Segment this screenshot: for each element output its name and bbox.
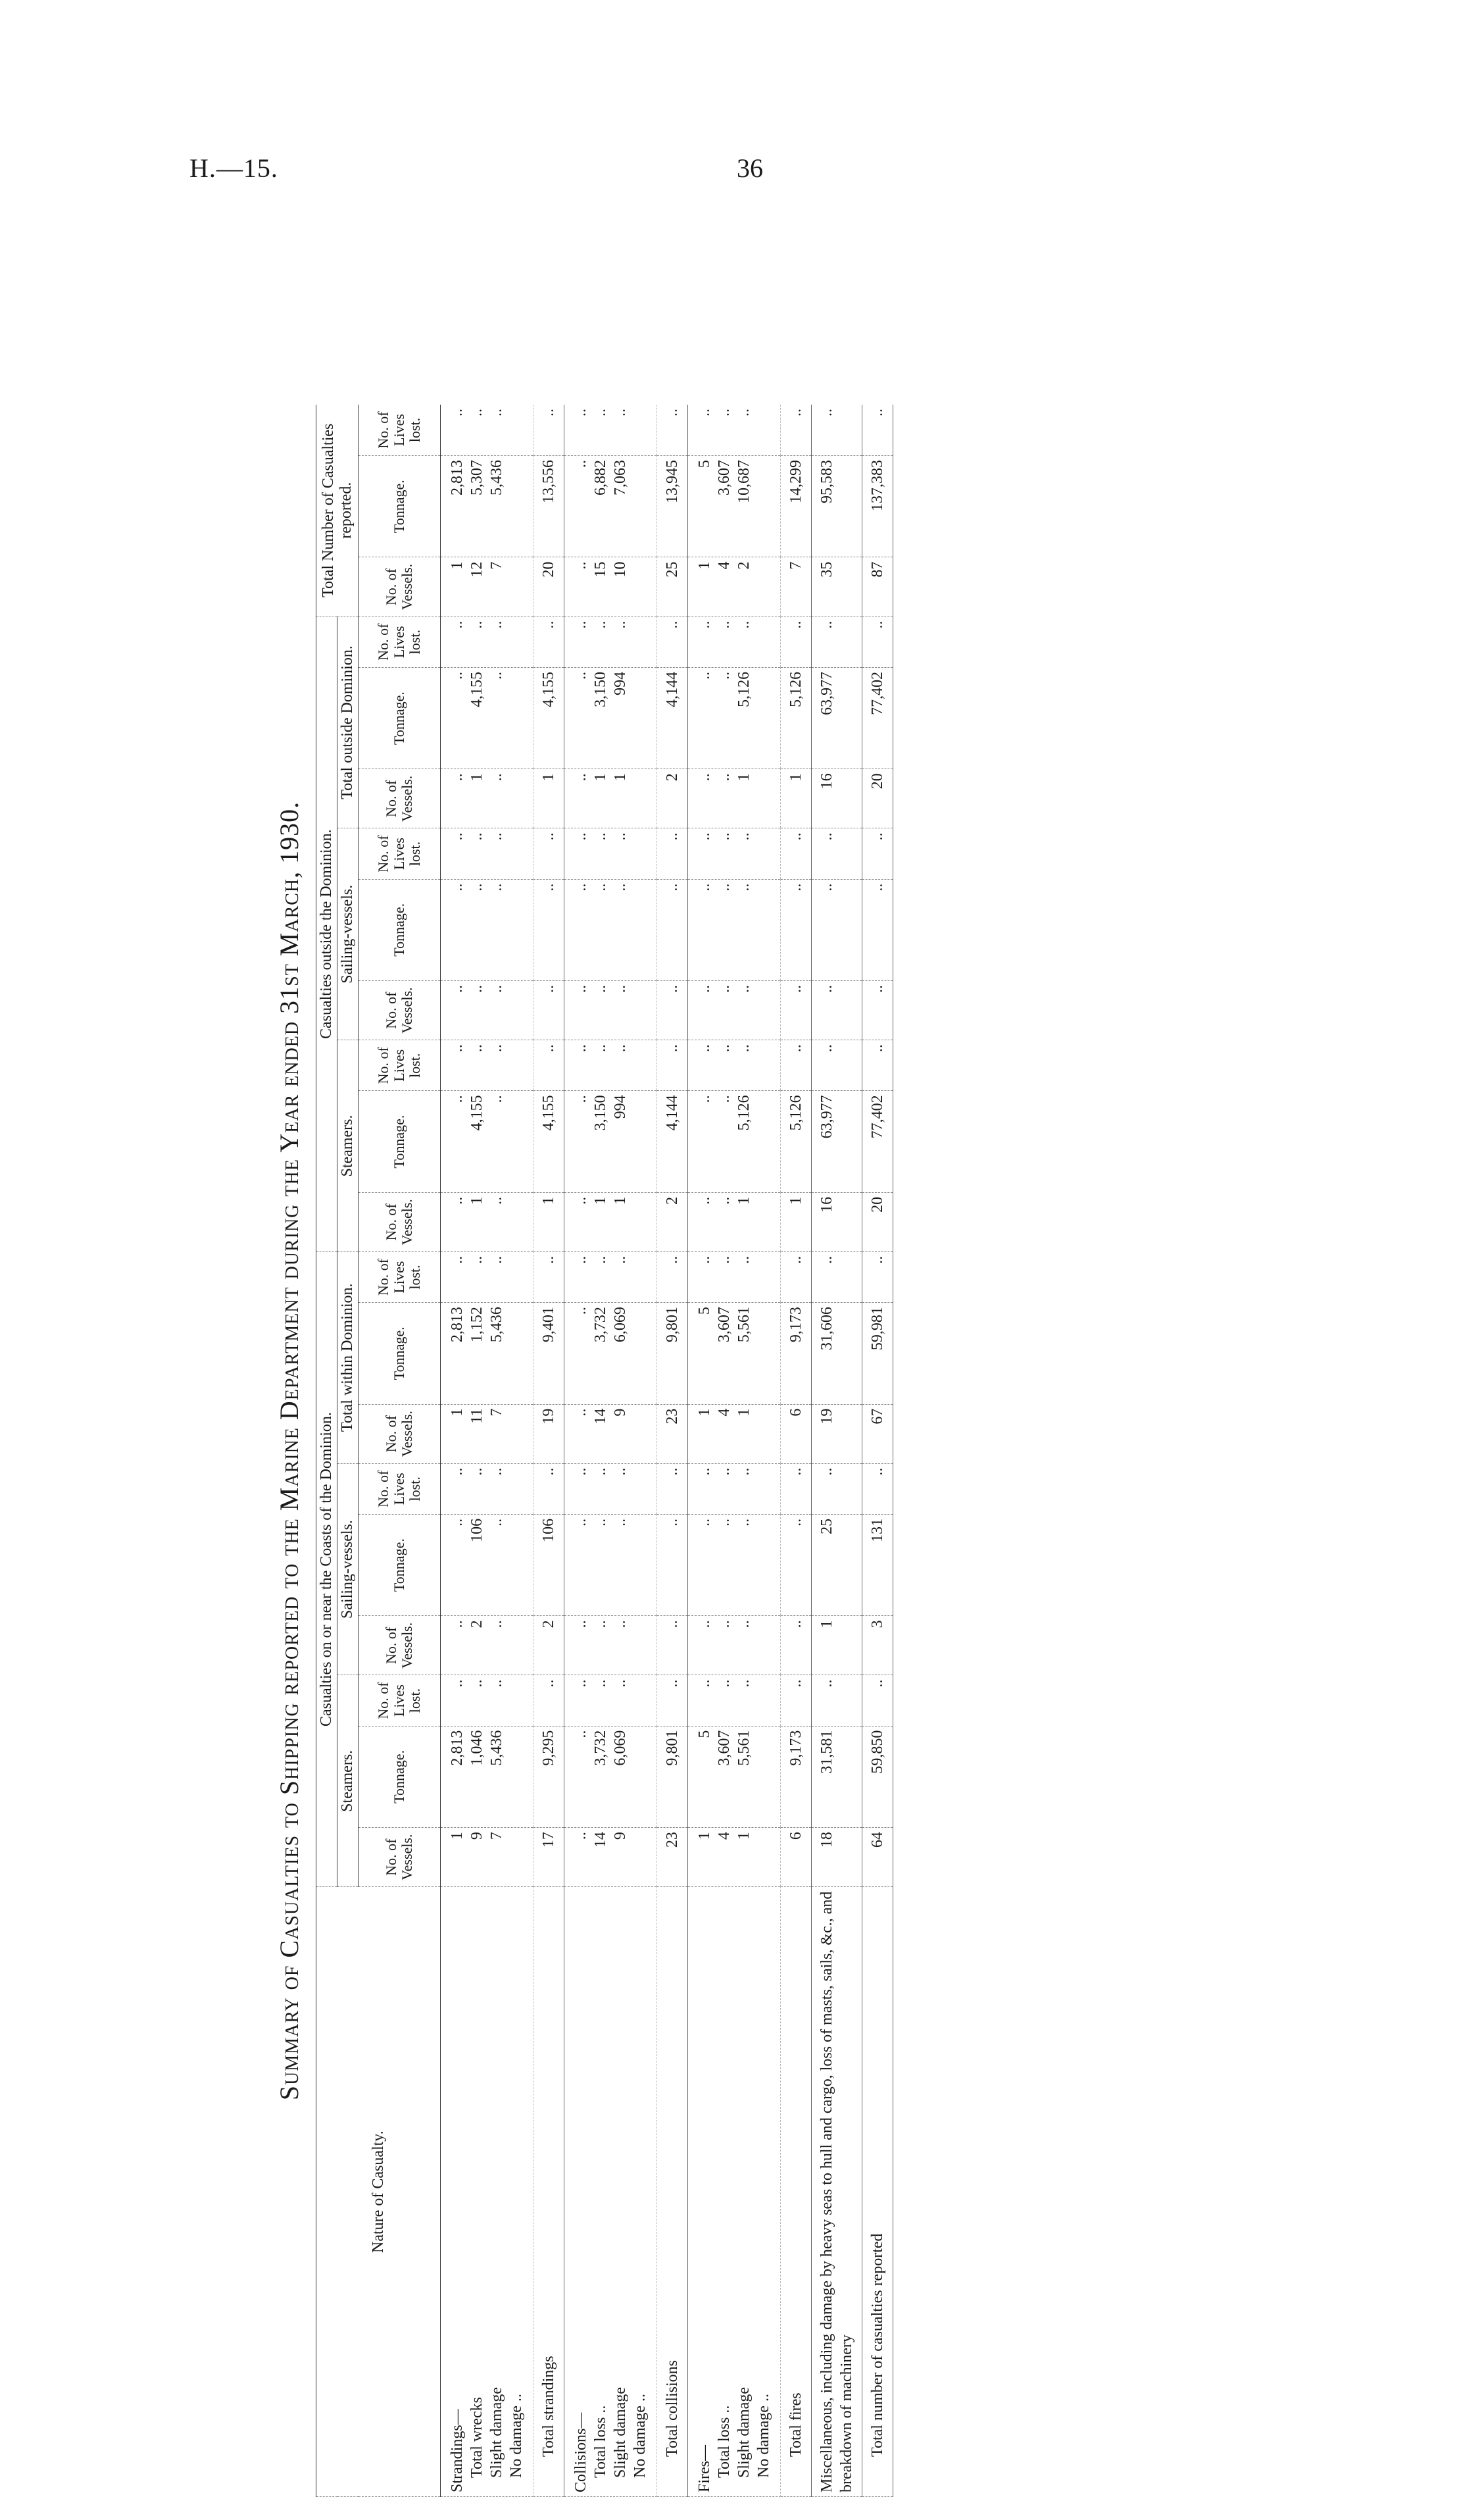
- total-cell: 4,144: [657, 667, 688, 769]
- rotated-summary-table: [263, 405, 1171, 2497]
- subheader-lives: No. of Lives lost.: [359, 1675, 441, 1726]
- subheader-lives: No. of Lives lost.: [359, 1463, 441, 1514]
- value-cell: .. .. ..: [564, 1463, 657, 1514]
- grand-total-cell: ..: [862, 617, 893, 667]
- grand-total-cell: 87: [862, 557, 893, 617]
- total-cell: ..: [781, 1514, 812, 1615]
- total-cell: ..: [781, 405, 812, 456]
- total-cell: ..: [533, 981, 564, 1040]
- header-nature: Nature of Casualty.: [316, 1887, 441, 2497]
- value-cell: .. .. ..: [441, 405, 533, 456]
- total-cell: ..: [657, 879, 688, 980]
- total-cell: 13,945: [657, 456, 688, 557]
- total-cell: ..: [533, 879, 564, 980]
- value-cell: ..: [812, 828, 862, 879]
- total-cell: 4,144: [657, 1091, 688, 1192]
- value-cell: .. .. ..: [688, 1616, 781, 1675]
- total-cell: ..: [657, 1675, 688, 1726]
- value-cell: .. .. 5,126: [688, 667, 781, 769]
- total-cell: ..: [533, 405, 564, 456]
- grand-total-cell: ..: [862, 1463, 893, 1514]
- value-cell: 5 3,607 5,561: [688, 1726, 781, 1827]
- value-cell: .. 106 ..: [441, 1514, 533, 1615]
- grand-total-cell: ..: [862, 1251, 893, 1302]
- value-cell: 63,977: [812, 1091, 862, 1192]
- subheader-vessels: No. of Vessels.: [359, 1616, 441, 1675]
- table-row-miscellaneous: [812, 405, 862, 2497]
- grand-total-cell: 131: [862, 1514, 893, 1615]
- header-outside: Casualties outside the Dominion.: [316, 617, 337, 1251]
- total-cell: ..: [533, 1040, 564, 1091]
- value-cell: 18: [812, 1828, 862, 1887]
- value-cell: .. .. ..: [564, 1514, 657, 1615]
- value-cell: .. .. 1: [688, 1192, 781, 1251]
- total-cell: ..: [657, 1616, 688, 1675]
- value-cell: .. .. ..: [564, 617, 657, 667]
- total-cell: ..: [533, 1675, 564, 1726]
- subheader-tonnage: Tonnage.: [359, 456, 441, 557]
- total-label: Total fires: [781, 1887, 812, 2497]
- grand-total-cell: 59,850: [862, 1726, 893, 1827]
- header-total-outside: Total outside Dominion.: [337, 617, 359, 828]
- header-total-reported: Total Number of Casualties reported.: [316, 405, 359, 617]
- total-cell: 9,801: [657, 1726, 688, 1827]
- value-cell: 2,813 5,307 5,436: [441, 456, 533, 557]
- total-cell: ..: [781, 879, 812, 980]
- row-description: [564, 1887, 657, 2497]
- value-cell: .. .. ..: [441, 1040, 533, 1091]
- value-cell: ..: [812, 1251, 862, 1302]
- table-row: [688, 405, 781, 2497]
- header-near-sailing: Sailing-vessels.: [337, 1463, 359, 1675]
- total-cell: 2: [533, 1616, 564, 1675]
- total-cell: ..: [657, 1514, 688, 1615]
- value-cell: ..: [812, 1040, 862, 1091]
- value-cell: .. 3,732 6,069: [564, 1726, 657, 1827]
- total-cell: ..: [533, 828, 564, 879]
- table-body: [441, 405, 893, 2497]
- casualty-table: [316, 405, 893, 2497]
- total-cell: 4,155: [533, 1091, 564, 1192]
- subheader-lives: No. of Lives lost.: [359, 1251, 441, 1302]
- group-heading: Collisions—: [572, 2412, 589, 2492]
- value-cell: 2,813 1,046 5,436: [441, 1726, 533, 1827]
- total-cell: 9,801: [657, 1303, 688, 1404]
- value-cell: .. 2 ..: [441, 1616, 533, 1675]
- total-cell: 20: [533, 557, 564, 617]
- value-cell: .. 1 ..: [441, 1192, 533, 1251]
- value-cell: .. .. ..: [688, 828, 781, 879]
- table-row-total: [533, 405, 564, 2497]
- value-cell: .. .. ..: [441, 828, 533, 879]
- value-cell: .. .. ..: [688, 981, 781, 1040]
- value-cell: .. .. ..: [564, 1616, 657, 1675]
- subheader-tonnage: Tonnage.: [359, 1726, 441, 1827]
- subheader-vessels: No. of Vessels.: [359, 557, 441, 617]
- value-cell: 1 4 1: [688, 1404, 781, 1463]
- value-cell: .. .. ..: [688, 405, 781, 456]
- total-cell: ..: [657, 828, 688, 879]
- table-row-total: [657, 405, 688, 2497]
- total-label: Total collisions: [657, 1887, 688, 2497]
- total-cell: 9,173: [781, 1303, 812, 1404]
- value-cell: ..: [812, 405, 862, 456]
- grand-total-cell: 137,383: [862, 456, 893, 557]
- total-cell: 19: [533, 1404, 564, 1463]
- value-cell: 35: [812, 557, 862, 617]
- value-cell: 31,606: [812, 1303, 862, 1404]
- value-cell: .. .. ..: [564, 981, 657, 1040]
- value-cell: ..: [812, 617, 862, 667]
- value-cell: .. .. ..: [688, 617, 781, 667]
- value-cell: 63,977: [812, 667, 862, 769]
- value-cell: 1 4 2: [688, 557, 781, 617]
- value-cell: .. .. 5,126: [688, 1091, 781, 1192]
- total-cell: 23: [657, 1828, 688, 1887]
- value-cell: .. .. ..: [441, 879, 533, 980]
- total-cell: ..: [781, 1675, 812, 1726]
- total-cell: ..: [657, 981, 688, 1040]
- grand-total-cell: ..: [862, 405, 893, 456]
- total-cell: 2: [657, 769, 688, 828]
- value-cell: .. .. ..: [564, 1675, 657, 1726]
- total-cell: ..: [533, 1463, 564, 1514]
- table-row: [564, 405, 657, 2497]
- value-cell: .. 15 10: [564, 557, 657, 617]
- grand-total-cell: ..: [862, 828, 893, 879]
- value-cell: .. .. ..: [688, 1040, 781, 1091]
- table-row: [441, 405, 533, 2497]
- value-cell: .. 4,155 ..: [441, 1091, 533, 1192]
- subheader-tonnage: Tonnage.: [359, 879, 441, 980]
- grand-total-cell: 67: [862, 1404, 893, 1463]
- subheader-tonnage: Tonnage.: [359, 667, 441, 769]
- total-cell: ..: [781, 1463, 812, 1514]
- value-cell: 95,583: [812, 456, 862, 557]
- table-row-total: [781, 405, 812, 2497]
- table-title: Summary of Casualties to Shipping reported to the Marine Department during the Year ended 31st March, 1930.: [274, 801, 304, 2101]
- subheader-vessels: No. of Vessels.: [359, 1404, 441, 1463]
- value-cell: 1 12 7: [441, 557, 533, 617]
- subheader-tonnage: Tonnage.: [359, 1514, 441, 1615]
- total-cell: ..: [781, 1251, 812, 1302]
- value-cell: 5 3,607 10,687: [688, 456, 781, 557]
- header-out-steamers: Steamers.: [337, 1040, 359, 1252]
- row-description: [441, 1887, 533, 2497]
- total-cell: ..: [533, 1251, 564, 1302]
- total-cell: 25: [657, 557, 688, 617]
- grand-total-cell: 59,981: [862, 1303, 893, 1404]
- row-description: [688, 1887, 781, 2497]
- grand-total-cell: ..: [862, 1040, 893, 1091]
- subheader-tonnage: Tonnage.: [359, 1091, 441, 1192]
- page-number: 36: [737, 153, 763, 183]
- total-cell: ..: [781, 617, 812, 667]
- total-cell: ..: [781, 981, 812, 1040]
- value-cell: 1: [812, 1616, 862, 1675]
- miscellaneous-label: Miscellaneous, including damage by heavy seas to hull and cargo, loss of masts, sails, &c., and breakdown of machinery: [812, 1887, 862, 2497]
- total-cell: 5,126: [781, 1091, 812, 1192]
- subheader-lives: No. of Lives lost.: [359, 405, 441, 456]
- value-cell: ..: [812, 1675, 862, 1726]
- value-cell: .. 1 ..: [441, 769, 533, 828]
- grand-total-cell: 77,402: [862, 1091, 893, 1192]
- value-cell: 25: [812, 1514, 862, 1615]
- value-cell: .. .. ..: [441, 1251, 533, 1302]
- value-cell: .. .. ..: [564, 1040, 657, 1091]
- value-cell: .. 14 9: [564, 1828, 657, 1887]
- value-cell: .. .. ..: [441, 1675, 533, 1726]
- total-cell: 2: [657, 1192, 688, 1251]
- subheader-vessels: No. of Vessels.: [359, 1828, 441, 1887]
- header-out-sailing: Sailing-vessels.: [337, 828, 359, 1040]
- subheader-tonnage: Tonnage.: [359, 1303, 441, 1404]
- value-cell: 19: [812, 1404, 862, 1463]
- total-cell: ..: [657, 617, 688, 667]
- grand-total-cell: ..: [862, 1675, 893, 1726]
- value-cell: .. 3,150 994: [564, 667, 657, 769]
- subheader-lives: No. of Lives lost.: [359, 828, 441, 879]
- total-cell: 5,126: [781, 667, 812, 769]
- total-cell: 23: [657, 1404, 688, 1463]
- value-cell: .. 6,882 7,063: [564, 456, 657, 557]
- value-cell: 1 11 7: [441, 1404, 533, 1463]
- value-cell: .. .. ..: [688, 1514, 781, 1615]
- grand-total-cell: 77,402: [862, 667, 893, 769]
- header-near-coasts: Casualties on or near the Coasts of the Dominion.: [316, 1251, 337, 1886]
- value-cell: .. .. ..: [441, 1463, 533, 1514]
- total-cell: ..: [657, 405, 688, 456]
- subheader-lives: No. of Lives lost.: [359, 1040, 441, 1091]
- group-row-labels: Total wrecks Slight damage No damage ..: [468, 2387, 525, 2478]
- header-near-steamers: Steamers.: [337, 1675, 359, 1887]
- total-cell: ..: [657, 1251, 688, 1302]
- value-cell: 16: [812, 1192, 862, 1251]
- value-cell: .. .. ..: [564, 879, 657, 980]
- value-cell: .. 4,155 ..: [441, 667, 533, 769]
- value-cell: 2,813 1,152 5,436: [441, 1303, 533, 1404]
- value-cell: 31,581: [812, 1726, 862, 1827]
- total-cell: ..: [781, 828, 812, 879]
- total-label: Total strandings: [533, 1887, 564, 2497]
- value-cell: 16: [812, 769, 862, 828]
- value-cell: ..: [812, 879, 862, 980]
- value-cell: .. .. ..: [564, 1251, 657, 1302]
- value-cell: .. .. 1: [688, 769, 781, 828]
- total-cell: 1: [533, 1192, 564, 1251]
- value-cell: 1 9 7: [441, 1828, 533, 1887]
- grand-total-cell: 20: [862, 769, 893, 828]
- value-cell: .. 3,732 6,069: [564, 1303, 657, 1404]
- total-cell: 9,295: [533, 1726, 564, 1827]
- value-cell: .. .. ..: [688, 1463, 781, 1514]
- total-cell: 4,155: [533, 667, 564, 769]
- group-heading: Strandings—: [449, 2409, 466, 2492]
- total-cell: 1: [781, 1192, 812, 1251]
- group-row-labels: Total loss .. Slight damage No damage ..: [716, 2387, 772, 2478]
- value-cell: .. 3,150 994: [564, 1091, 657, 1192]
- value-cell: ..: [812, 981, 862, 1040]
- total-cell: 1: [533, 769, 564, 828]
- total-cell: 9,401: [533, 1303, 564, 1404]
- group-row-labels: Total loss .. Slight damage No damage ..: [592, 2387, 649, 2478]
- value-cell: .. .. ..: [688, 1251, 781, 1302]
- subheader-vessels: No. of Vessels.: [359, 769, 441, 828]
- value-cell: .. .. ..: [564, 405, 657, 456]
- value-cell: .. .. ..: [564, 828, 657, 879]
- table-row-grand-total: [862, 405, 893, 2497]
- subheader-vessels: No. of Vessels.: [359, 1192, 441, 1251]
- total-cell: 17: [533, 1828, 564, 1887]
- value-cell: 1 4 1: [688, 1828, 781, 1887]
- total-cell: ..: [781, 1040, 812, 1091]
- grand-total-cell: 20: [862, 1192, 893, 1251]
- header-total-within: Total within Dominion.: [337, 1251, 359, 1463]
- value-cell: .. .. ..: [688, 879, 781, 980]
- total-cell: 13,556: [533, 456, 564, 557]
- page-reference: H.—15.: [189, 153, 278, 183]
- total-cell: 14,299: [781, 456, 812, 557]
- grand-total-cell: 64: [862, 1828, 893, 1887]
- total-cell: ..: [781, 1616, 812, 1675]
- group-heading: Fires—: [696, 2445, 713, 2492]
- value-cell: .. 1 1: [564, 769, 657, 828]
- value-cell: .. .. ..: [441, 981, 533, 1040]
- grand-total-cell: ..: [862, 879, 893, 980]
- total-cell: ..: [657, 1463, 688, 1514]
- total-cell: 9,173: [781, 1726, 812, 1827]
- value-cell: 5 3,607 5,561: [688, 1303, 781, 1404]
- grand-total-cell: ..: [862, 981, 893, 1040]
- total-cell: 106: [533, 1514, 564, 1615]
- value-cell: .. .. ..: [441, 617, 533, 667]
- total-cell: 6: [781, 1828, 812, 1887]
- total-cell: ..: [533, 617, 564, 667]
- value-cell: .. 14 9: [564, 1404, 657, 1463]
- subheader-lives: No. of Lives lost.: [359, 617, 441, 667]
- total-cell: 1: [781, 769, 812, 828]
- value-cell: ..: [812, 1463, 862, 1514]
- grand-total-label: Total number of casualties reported: [862, 1887, 893, 2497]
- value-cell: .. 1 1: [564, 1192, 657, 1251]
- grand-total-cell: 3: [862, 1616, 893, 1675]
- total-cell: ..: [657, 1040, 688, 1091]
- total-cell: 6: [781, 1404, 812, 1463]
- total-cell: 7: [781, 557, 812, 617]
- subheader-vessels: No. of Vessels.: [359, 981, 441, 1040]
- value-cell: .. .. ..: [688, 1675, 781, 1726]
